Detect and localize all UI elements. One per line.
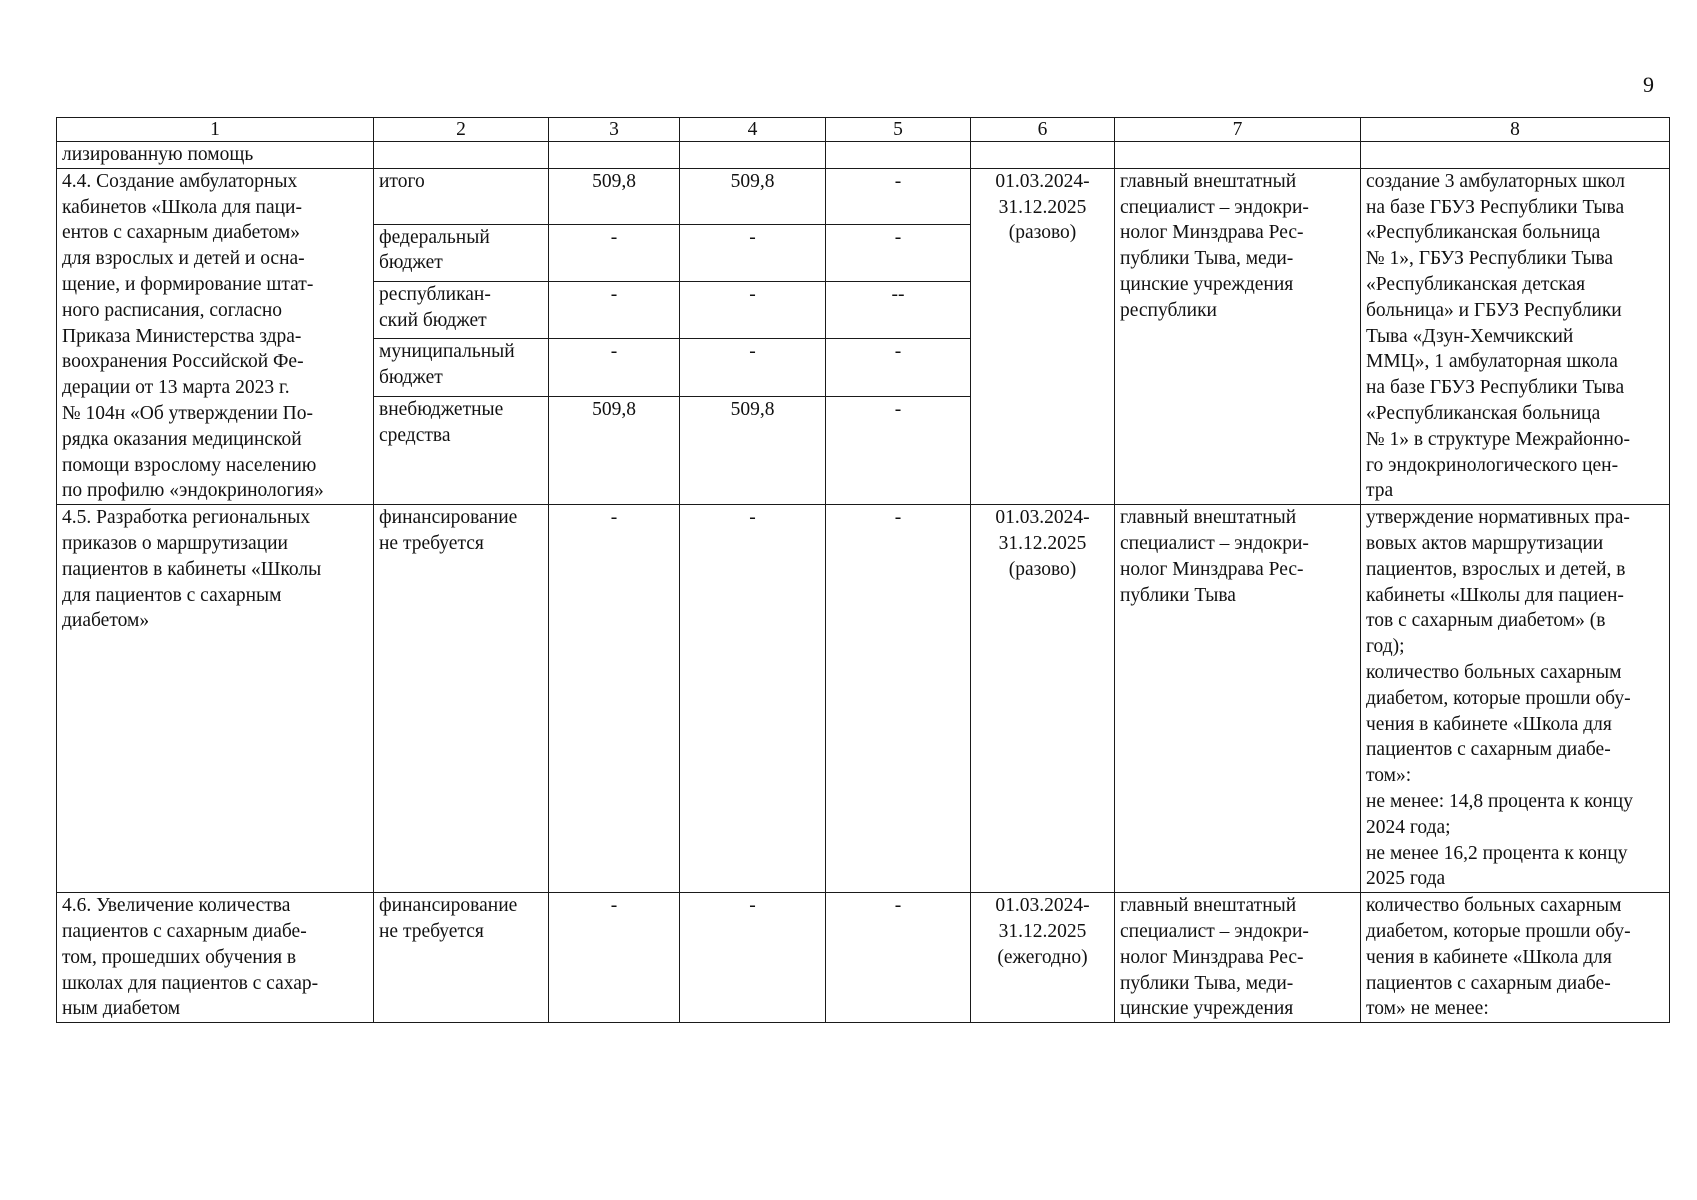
cell-line: 2024 года; — [1366, 816, 1451, 838]
amount-total: - — [549, 339, 680, 396]
cell-line: создание 3 амбулаторных школ — [1366, 170, 1625, 192]
cell-line: главный внештатный — [1120, 507, 1297, 529]
cell-line: № 104н «Об утверждении По- — [62, 402, 313, 424]
amount-2024: - — [680, 893, 826, 1023]
continuation-text: лизированную помощь — [57, 142, 374, 169]
funding-source — [374, 505, 549, 893]
cell-line: Приказа Министерства здра- — [62, 325, 302, 347]
cell-line: 01.03.2024- — [995, 507, 1090, 529]
cell-line: (ежегодно) — [997, 946, 1088, 968]
measures-table — [56, 117, 1670, 1023]
cell-line: публики Тыва — [1120, 584, 1236, 606]
cell-line: диабетом, которые прошли обу- — [1366, 920, 1631, 942]
funding-source — [374, 224, 549, 281]
amount-2025: - — [826, 168, 971, 224]
column-number: 1 — [57, 118, 374, 142]
cell-line: не требуется — [379, 532, 484, 554]
funding-source — [374, 339, 549, 396]
table-row — [57, 893, 1670, 1023]
cell-line: дерации от 13 марта 2023 г. — [62, 377, 290, 399]
table-row — [57, 505, 1670, 893]
period — [971, 505, 1115, 893]
column-number: 2 — [374, 118, 549, 142]
cell-line: муниципальный — [379, 341, 515, 363]
responsible — [1115, 505, 1361, 893]
cell-line: специалист – эндокри- — [1120, 196, 1309, 218]
amount-2025: -- — [826, 282, 971, 339]
amount-total: - — [549, 505, 680, 893]
funding-source — [374, 396, 549, 504]
cell-line: тов с сахарным диабетом» (в — [1366, 610, 1606, 632]
cell-line: федеральный — [379, 226, 490, 248]
responsible — [1115, 168, 1361, 504]
cell-line: для пациентов с сахарным — [62, 584, 282, 606]
cell-line: цинские учреждения — [1120, 273, 1294, 295]
result — [1361, 168, 1670, 504]
cell-line: «Республиканская больница — [1366, 222, 1601, 244]
cell-line: диабетом» — [62, 610, 150, 632]
result — [1361, 505, 1670, 893]
column-number: 7 — [1115, 118, 1361, 142]
cell-line: на базе ГБУЗ Республики Тыва — [1366, 196, 1625, 218]
cell-line: кабинетов «Школа для паци- — [62, 196, 302, 218]
cell-line: ного расписания, согласно — [62, 299, 283, 321]
cell-line: ский бюджет — [379, 309, 487, 331]
cell-line: пациентов, взрослых и детей, в — [1366, 558, 1626, 580]
amount-2024: 509,8 — [680, 396, 826, 504]
cell-line: республики — [1120, 299, 1217, 321]
cell-line: том, прошедших обучения в — [62, 946, 297, 968]
cell-line: щение, и формирование штат- — [62, 273, 314, 295]
cell-line: не менее: 14,8 процента к концу — [1366, 790, 1633, 812]
amount-2024: - — [680, 339, 826, 396]
cell-line: не менее 16,2 процента к концу — [1366, 842, 1628, 864]
measure-name — [57, 505, 374, 893]
cell-line: по профилю «эндокринология» — [62, 480, 324, 502]
measure-name — [57, 168, 374, 504]
cell-line: не требуется — [379, 920, 484, 942]
cell-line: нолог Минздрава Рес- — [1120, 946, 1304, 968]
cell-line: ным диабетом — [62, 998, 181, 1020]
cell-line: 4.6. Увеличение количества — [62, 895, 291, 917]
amount-2024: 509,8 — [680, 168, 826, 224]
cell-line: главный внештатный — [1120, 170, 1297, 192]
cell-line: 4.4. Создание амбулаторных — [62, 170, 298, 192]
cell-line: том» не менее: — [1366, 998, 1489, 1020]
measure-name — [57, 893, 374, 1023]
cell-line: го эндокринологического цен- — [1366, 454, 1619, 476]
amount-2024: - — [680, 224, 826, 281]
cell-line: воохранения Российской Фе- — [62, 351, 304, 373]
amount-2024: - — [680, 505, 826, 893]
amount-2024: - — [680, 282, 826, 339]
responsible — [1115, 893, 1361, 1023]
cell-line: том»: — [1366, 765, 1412, 787]
amount-total: - — [549, 893, 680, 1023]
table-row — [57, 168, 1670, 224]
cell-line: 01.03.2024- — [995, 895, 1090, 917]
cell-line: вовых актов маршрутизации — [1366, 532, 1604, 554]
column-numbers-row — [57, 118, 1670, 142]
cell-line: кабинеты «Школы для пациен- — [1366, 584, 1624, 606]
cell-line: «Республиканская детская — [1366, 273, 1586, 295]
cell-line: публики Тыва, меди- — [1120, 972, 1294, 994]
cell-line: чения в кабинете «Школа для — [1366, 946, 1612, 968]
funding-source — [374, 282, 549, 339]
amount-total: 509,8 — [549, 396, 680, 504]
cell-line: больница» и ГБУЗ Республики — [1366, 299, 1622, 321]
cell-line: на базе ГБУЗ Республики Тыва — [1366, 377, 1625, 399]
cell-line: 01.03.2024- — [995, 170, 1090, 192]
funding-source — [374, 168, 549, 224]
cell-line: ММЦ», 1 амбулаторная школа — [1366, 351, 1618, 373]
amount-total: 509,8 — [549, 168, 680, 224]
cell-line: количество больных сахарным — [1366, 895, 1622, 917]
cell-line: бюджет — [379, 252, 443, 274]
cell-line: итого — [379, 170, 425, 192]
cell-line: пациентов с сахарным диабе- — [62, 920, 307, 942]
cell-line: для взрослых и детей и осна- — [62, 248, 305, 270]
cell-line: помощи взрослому населению — [62, 454, 317, 476]
cell-line: (разово) — [1008, 558, 1077, 580]
cell-line: главный внештатный — [1120, 895, 1297, 917]
amount-total: - — [549, 282, 680, 339]
cell-line: публики Тыва, меди- — [1120, 248, 1294, 270]
period — [971, 893, 1115, 1023]
cell-line: школах для пациентов с сахар- — [62, 972, 319, 994]
cell-line: 31.12.2025 — [998, 920, 1087, 942]
column-number: 4 — [680, 118, 826, 142]
cell-line: год); — [1366, 636, 1405, 658]
cell-line: чения в кабинете «Школа для — [1366, 713, 1612, 735]
cell-line: тра — [1366, 480, 1394, 502]
page-number: 9 — [1643, 72, 1654, 97]
amount-2025: - — [826, 339, 971, 396]
cell-line: «Республиканская больница — [1366, 402, 1601, 424]
cell-line: республикан- — [379, 284, 491, 305]
cell-line: внебюджетные — [379, 398, 504, 420]
amount-2025: - — [826, 396, 971, 504]
cell-line: диабетом, которые прошли обу- — [1366, 687, 1631, 709]
cell-line: средства — [379, 424, 451, 446]
cell-line: 2025 года — [1366, 868, 1446, 890]
cell-line: № 1», ГБУЗ Республики Тыва — [1366, 248, 1614, 270]
cell-line: специалист – эндокри- — [1120, 532, 1309, 554]
continuation-row — [57, 142, 1670, 169]
cell-line: (разово) — [1008, 222, 1077, 244]
cell-line: бюджет — [379, 367, 443, 389]
cell-line: 31.12.2025 — [998, 196, 1087, 218]
period — [971, 168, 1115, 504]
column-number: 3 — [549, 118, 680, 142]
funding-source — [374, 893, 549, 1023]
cell-line: Тыва «Дзун-Хемчикский — [1366, 325, 1574, 347]
cell-line: 4.5. Разработка региональных — [62, 507, 311, 529]
cell-line: № 1» в структуре Межрайонно- — [1366, 428, 1631, 450]
amount-2025: - — [826, 505, 971, 893]
amount-total: - — [549, 224, 680, 281]
cell-line: нолог Минздрава Рес- — [1120, 558, 1304, 580]
cell-line: рядка оказания медицинской — [62, 428, 302, 450]
column-number: 5 — [826, 118, 971, 142]
amount-2025: - — [826, 893, 971, 1023]
column-number: 8 — [1361, 118, 1670, 142]
cell-line: ентов с сахарным диабетом» — [62, 222, 300, 244]
cell-line: финансирование — [379, 895, 518, 917]
cell-line: цинские учреждения — [1120, 998, 1294, 1020]
column-number: 6 — [971, 118, 1115, 142]
cell-line: финансирование — [379, 507, 518, 529]
cell-line: 31.12.2025 — [998, 532, 1087, 554]
cell-line: специалист – эндокри- — [1120, 920, 1309, 942]
cell-line: пациентов в кабинеты «Школы — [62, 558, 322, 580]
cell-line: приказов о маршрутизации — [62, 532, 288, 554]
cell-line: нолог Минздрава Рес- — [1120, 222, 1304, 244]
amount-2025: - — [826, 224, 971, 281]
cell-line: пациентов с сахарным диабе- — [1366, 739, 1611, 761]
result — [1361, 893, 1670, 1023]
cell-line: количество больных сахарным — [1366, 661, 1622, 683]
cell-line: утверждение нормативных пра- — [1366, 507, 1630, 529]
cell-line: пациентов с сахарным диабе- — [1366, 972, 1611, 994]
